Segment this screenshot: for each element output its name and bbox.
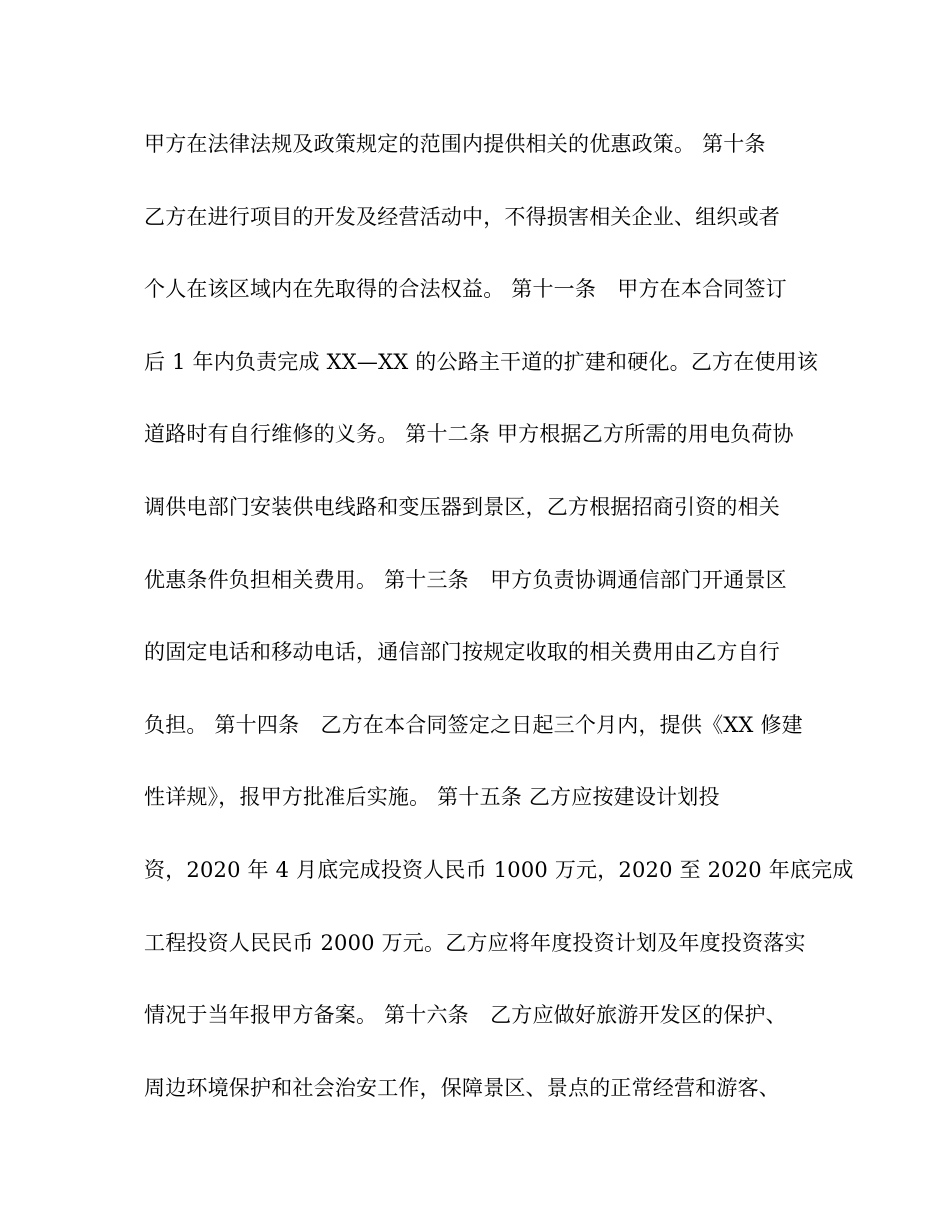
- text-line: 负担。 第十四条 乙方在本合同签定之日起三个月内，提供《XX 修建: [144, 712, 803, 737]
- text-line: 后 1 年内负责完成 XX—XX 的公路主干道的扩建和硬化。乙方在使用该: [144, 349, 819, 374]
- text-line: 甲方在法律法规及政策规定的范围内提供相关的优惠政策。 第十条: [144, 132, 766, 156]
- contract-text-body: [144, 124, 854, 1140]
- text-line: 周边环境保护和社会治安工作，保障景区、景点的正常经营和游客、: [144, 1075, 780, 1100]
- text-line: 情况于当年报甲方备案。 第十六条 乙方应做好旅游开发区的保护、: [144, 1003, 787, 1028]
- text-line: 个人在该区域内在先取得的合法权益。 第十一条 甲方在本合同签订: [144, 277, 787, 302]
- text-line: 的固定电话和移动电话，通信部门按规定收取的相关费用由乙方自行: [144, 640, 780, 665]
- text-line: 工程投资人民民币 2000 万元。乙方应将年度投资计划及年度投资落实: [144, 930, 806, 955]
- text-line: 乙方在进行项目的开发及经营活动中，不得损害相关企业、组织或者: [144, 204, 780, 229]
- text-line: 资，2020 年 4 月底完成投资人民币 1000 万元，2020 至 2020 年底完成: [144, 857, 854, 882]
- text-line: 优惠条件负担相关费用。 第十三条 甲方负责协调通信部门开通景区: [144, 567, 787, 592]
- text-line: 调供电部门安装供电线路和变压器到景区，乙方根据招商引资的相关: [144, 494, 780, 519]
- text-line: 道路时有自行维修的义务。 第十二条 甲方根据乙方所需的用电负荷协: [144, 422, 794, 447]
- text-line: 性详规》，报甲方批准后实施。 第十五条 乙方应按建设计划投: [144, 785, 720, 810]
